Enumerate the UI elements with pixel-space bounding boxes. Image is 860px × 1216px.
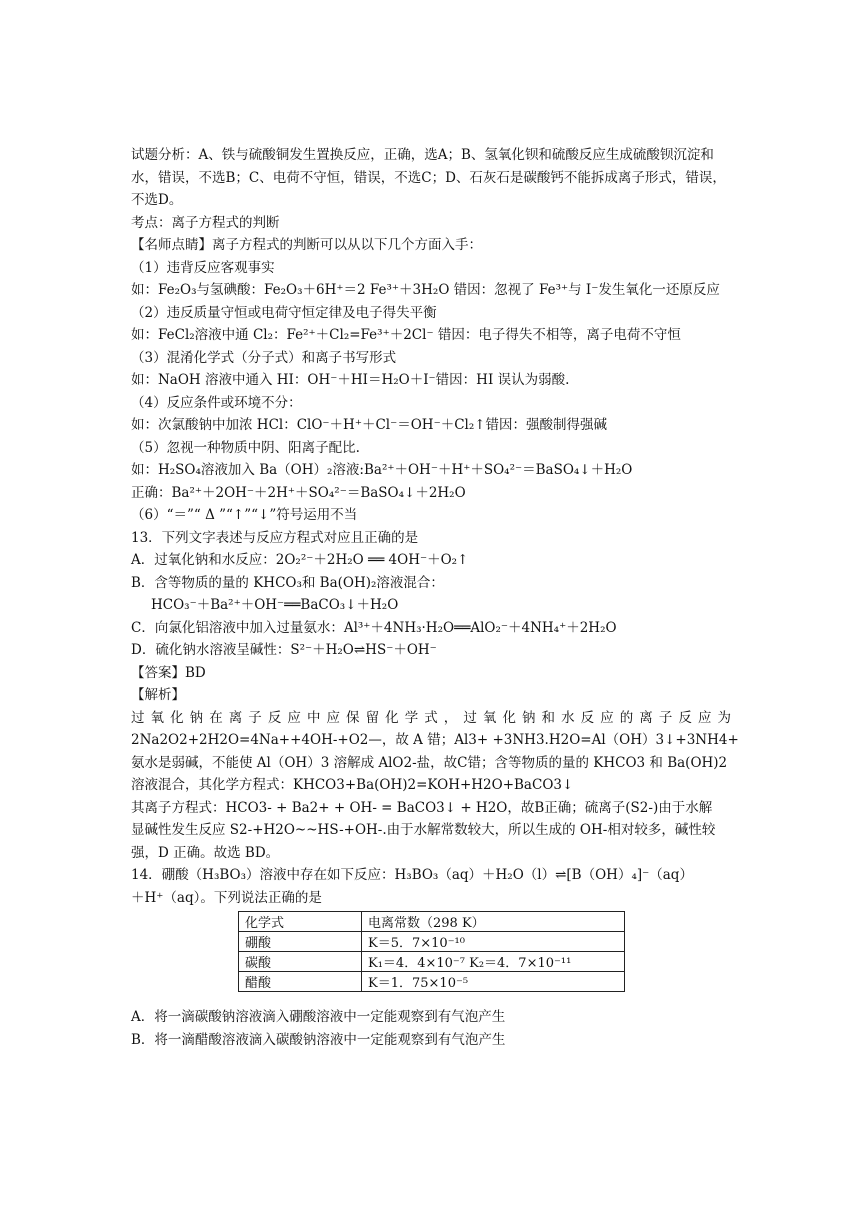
tip-line: 如：FeCl₂溶液中通 Cl₂：Fe²⁺＋Cl₂=Fe³⁺＋2Cl⁻ 错因：电子得失不相等，离子电荷不守恒 (131, 327, 681, 343)
q13-option-b: B．含等物质的量的 KHCO₃和 Ba(OH)₂溶液混合： (131, 574, 444, 591)
table-row (239, 932, 625, 952)
table-header-cell: 电离常数（298 K） (362, 912, 625, 932)
tip-line: 如：Fe₂O₃与氢碘酸：Fe₂O₃＋6H⁺＝2 Fe³⁺＋3H₂O 错因：忽视了 Fe³⁺与 I⁻发生氧化一还原反应 (131, 282, 720, 298)
q14-option-b: B．将一滴醋酸溶液滴入碳酸钠溶液中一定能观察到有气泡产生 (131, 1031, 506, 1048)
tip-line: （5）忽视一种物质中阴、阳离子配比. (131, 439, 360, 456)
q13-explanation-line: 溶液混合，其化学方程式：KHCO3+Ba(OH)2=KOH+H2O+BaCO3↓ (131, 777, 574, 793)
q13-jiexi-heading: 【解析】 (131, 687, 185, 703)
q13-explanation-line: 2Na2O2+2H2O=4Na++4OH-+O2—，故 A 错；Al3+ +3NH3.H2O=Al（OH）3↓+3NH4+ (131, 732, 739, 748)
question-14 (131, 864, 731, 1051)
table-row (239, 972, 625, 992)
analysis-paragraph: 试题分析：A、铁与硫酸铜发生置换反应，正确，选A；B、氢氧化钡和硫酸反应生成硫酸钡沉淀和水，错误，不选B；C、电荷不守恒，错误，不选C；D、石灰石是碳酸钙不能拆成离子形式，错误，不选D。 (131, 147, 726, 208)
q13-option-c: C．向氯化铝溶液中加入过量氨水：Al³⁺＋4NH₃·H₂O══AlO₂⁻＋4NH₄⁺＋2H₂O (131, 619, 617, 636)
tip-line: （1）违背反应客观事实 (131, 259, 275, 276)
q14-option-a: A．将一滴碳酸钠溶液滴入硼酸溶液中一定能观察到有气泡产生 (131, 1009, 506, 1025)
tip-line: 如：NaOH 溶液中通入 HI：OH⁻＋HI＝H₂O＋I⁻错因：HI 误认为弱酸. (131, 372, 570, 388)
q14-stem: 14．硼酸（H₃BO₃）溶液中存在如下反应：H₃BO₃（aq）＋H₂O（l）⇌[B（OH）₄]⁻（aq） (131, 867, 693, 883)
q14-stem-continued: ＋H⁺（aq）。下列说法正确的是 (131, 889, 322, 906)
q13-option-d: D．硫化钠水溶液呈碱性：S²⁻＋H₂O⇌HS⁻＋OH⁻ (131, 642, 437, 658)
document-content (131, 144, 739, 1051)
tips-heading: 【名师点睛】离子方程式的判断可以从以下几个方面入手： (131, 237, 482, 253)
table-cell: 碳酸 (239, 952, 362, 972)
q13-option-b-equation: HCO₃⁻＋Ba²⁺＋OH⁻══BaCO₃↓＋H₂O (151, 597, 399, 613)
table-cell: 醋酸 (239, 972, 362, 992)
table-cell: 硼酸 (239, 932, 362, 952)
tip-line: 如：次氯酸钠中加浓 HCl：ClO⁻＋H⁺＋Cl⁻＝OH⁻＋Cl₂↑错因：强酸制得强碱 (131, 417, 608, 433)
tip-line: （4）反应条件或环境不分： (131, 394, 302, 411)
tip-line: （2）违反质量守恒或电荷守恒定律及电子得失平衡 (131, 304, 437, 321)
q13-explanation-line: 显碱性发生反应 S2-+H2O~~HS-+OH-.由于水解常数较大，所以生成的 OH-相对较多，碱性较 (131, 822, 716, 838)
ionization-constant-table (238, 911, 625, 992)
tip-line: 如：H₂SO₄溶液加入 Ba（OH）₂溶液:Ba²⁺＋OH⁻＋H⁺＋SO₄²⁻＝BaSO₄↓＋H₂O (131, 462, 633, 478)
table-cell: K＝1．75×10⁻⁵ (362, 972, 625, 992)
table-cell: K＝5．7×10⁻¹⁰ (362, 932, 625, 952)
table-row (239, 952, 625, 972)
q13-explanation-line: 过氧化钠在离子反应中应保留化学式，过氧化钠和水反应的离子反应为 (131, 709, 731, 726)
q13-explanation-line: 氨水是弱碱，不能使 Al（OH）3 溶解成 AlO2-盐，故C错；含等物质的量的 KHCO3 和 Ba(OH)2 (131, 754, 728, 771)
q13-stem: 13．下列文字表述与反应方程式对应且正确的是 (131, 529, 419, 546)
question-13 (131, 527, 739, 865)
table-header-cell: 化学式 (239, 912, 362, 932)
table-cell: K₁＝4．4×10⁻⁷ K₂＝4．7×10⁻¹¹ (362, 952, 625, 972)
kaodian-line: 考点：离子方程式的判断 (131, 214, 280, 231)
q13-explanation-line: 其离子方程式：HCO3- + Ba2+ + OH- = BaCO3↓ + H2O，故B正确；硫离子(S2-)由于水解 (131, 799, 713, 816)
tip-line: （3）混淆化学式（分子式）和离子书写形式 (131, 349, 397, 366)
table-header-row (239, 912, 625, 932)
q13-option-a: A．过氧化钠和水反应：2O₂²⁻＋2H₂O ══ 4OH⁻＋O₂↑ (131, 552, 469, 568)
tip-line: 正确：Ba²⁺＋2OH⁻＋2H⁺＋SO₄²⁻＝BaSO₄↓＋2H₂O (131, 484, 466, 501)
tips-block (131, 234, 731, 527)
tip-line: （6）“＝”“ Δ ”“↑”“↓”符号运用不当 (131, 507, 358, 523)
q13-answer: 【答案】BD (131, 664, 206, 681)
q13-explanation-line: 强，D 正确。故选 BD。 (131, 844, 280, 861)
